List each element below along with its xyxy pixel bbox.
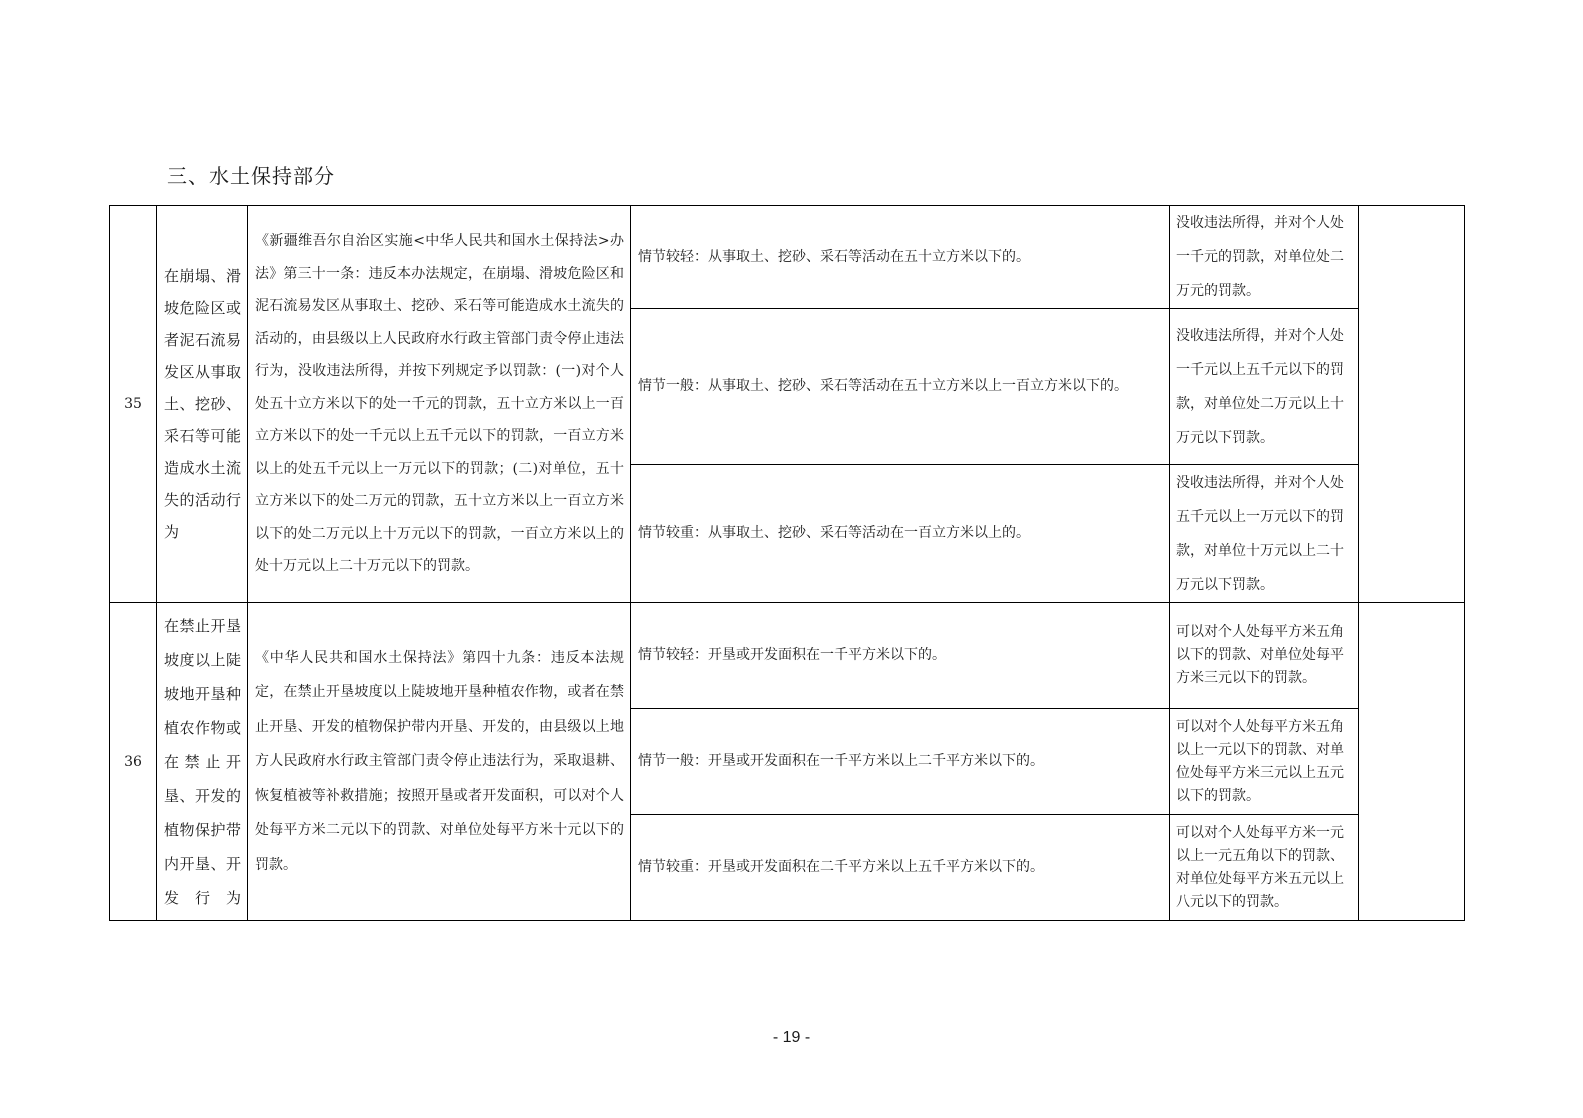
penalty-general: 没收违法所得，并对个人处一千元以上五千元以下的罚款，对单位处二万元以上十万元以下罚款。: [1170, 309, 1359, 465]
circumstance-serious: 情节较重：从事取土、挖砂、采石等活动在一百立方米以上的。: [631, 465, 1170, 603]
table-row-35: [110, 206, 1465, 309]
circumstance-light: 情节较轻：从事取土、挖砂、采石等活动在五十立方米以下的。: [631, 206, 1170, 309]
table-row-36: [110, 603, 1465, 709]
circumstance-light: 情节较轻：开垦或开发面积在一千平方米以下的。: [631, 603, 1170, 709]
penalty-table: [109, 205, 1465, 921]
row-number: 36: [110, 603, 157, 921]
penalty-serious: 没收违法所得，并对个人处五千元以上一万元以下的罚款，对单位十万元以上二十万元以下罚款。: [1170, 465, 1359, 603]
violation-act: 在崩塌、滑坡危险区或者泥石流易发区从事取土、挖砂、采石等可能造成水土流失的活动行为: [157, 206, 248, 603]
page-number: - 19 -: [772, 1029, 811, 1046]
violation-act: 在禁止开垦坡度以上陡坡地开垦种植农作物或在禁止开垦、开发的植物保护带内开垦、开发行为: [157, 603, 248, 921]
penalty-light: 没收违法所得，并对个人处一千元的罚款，对单位处二万元的罚款。: [1170, 206, 1359, 309]
penalty-light: 可以对个人处每平方米五角以下的罚款、对单位处每平方米三元以下的罚款。: [1170, 603, 1359, 709]
legal-basis: 《中华人民共和国水土保持法》第四十九条：违反本法规定，在禁止开垦坡度以上陡坡地开垦种植农作物，或者在禁止开垦、开发的植物保护带内开垦、开发的，由县级以上地方人民政府水行政主管部门责令停止违法行为，采取退耕、恢复植被等补救措施；按照开垦或者开发面积，可以对个人处每平方米二元以下的罚款、对单位处每平方米十元以下的罚款。: [248, 603, 631, 921]
row-number: 35: [110, 206, 157, 603]
circumstance-general: 情节一般：开垦或开发面积在一千平方米以上二千平方米以下的。: [631, 709, 1170, 815]
remark-cell: [1359, 603, 1465, 921]
circumstance-serious: 情节较重：开垦或开发面积在二千平方米以上五千平方米以下的。: [631, 815, 1170, 921]
penalty-general: 可以对个人处每平方米五角以上一元以下的罚款、对单位处每平方米三元以上五元以下的罚款。: [1170, 709, 1359, 815]
legal-basis: 《新疆维吾尔自治区实施<中华人民共和国水土保持法>办法》第三十一条：违反本办法规定，在崩塌、滑坡危险区和泥石流易发区从事取土、挖砂、采石等可能造成水土流失的活动的，由县级以上人民政府水行政主管部门责令停止违法行为，没收违法所得，并按下列规定予以罚款：(一)对个人处五十立方米以下的处一千元的罚款，五十立方米以上一百立方米以下的处一千元以上五千元以下的罚款，一百立方米以上的处五千元以上一万元以下的罚款；(二)对单位，五十立方米以下的处二万元的罚款，五十立方米以上一百立方米以下的处二万元以上十万元以下的罚款，一百立方米以上的处十万元以上二十万元以下的罚款。: [248, 206, 631, 603]
remark-cell: [1359, 206, 1465, 603]
penalty-serious: 可以对个人处每平方米一元以上一元五角以下的罚款、对单位处每平方米五元以上八元以下的罚款。: [1170, 815, 1359, 921]
circumstance-general: 情节一般：从事取土、挖砂、采石等活动在五十立方米以上一百立方米以下的。: [631, 309, 1170, 465]
section-title: 三、水土保持部分: [167, 164, 335, 188]
